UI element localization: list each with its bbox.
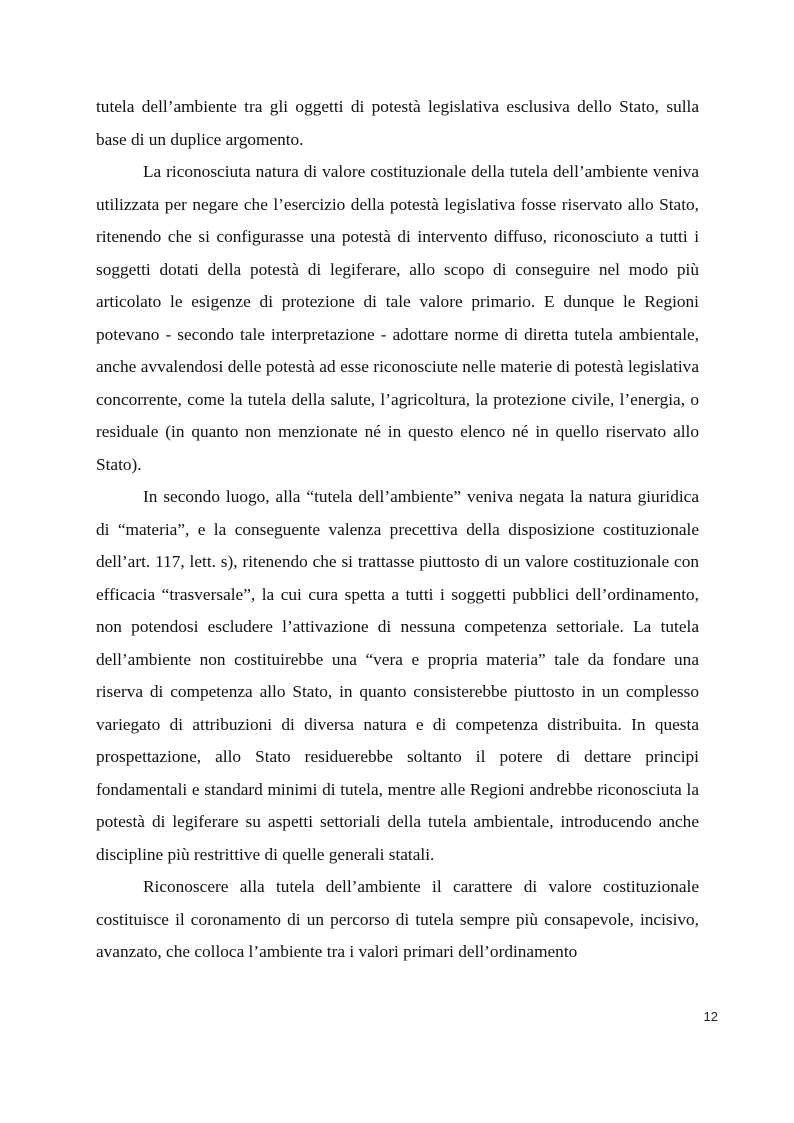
page-number: 12 [703,1009,718,1024]
body-text [96,91,699,969]
paragraph-2: La riconosciuta natura di valore costituzionale della tutela dell’ambiente veniva utilizzata per negare che l’esercizio della potestà legislativa fosse riservato allo Stato, ritenendo che si configurasse una potestà di intervento diffuso, riconosciuto a tutti i soggetti dotati della potestà di legiferare, allo scopo di conseguire nel modo più articolato le esigenze di protezione di tale valore primario. E dunque le Regioni potevano - secondo tale interpretazione - adottare norme di diretta tutela ambientale, anche avvalendosi delle potestà ad esse riconosciute nelle materie di potestà legislativa concorrente, come la tutela della salute, l’agricoltura, la protezione civile, l’energia, o residuale (in quanto non menzionate né in questo elenco né in quello riservato allo Stato). [96,162,699,474]
paragraph-3: In secondo luogo, alla “tutela dell’ambiente” veniva negata la natura giuridica di “materia”, e la conseguente valenza precettiva della disposizione costituzionale dell’art. 117, lett. s), ritenendo che si trattasse piuttosto di un valore costituzionale con efficacia “trasversale”, la cui cura spetta a tutti i soggetti pubblici dell’ordinamento, non potendosi escludere l’attivazione di nessuna competenza settoriale. La tutela dell’ambiente non costituirebbe una “vera e propria materia” tale da fondare una riserva di competenza allo Stato, in quanto consisterebbe piuttosto in un complesso variegato di attribuzioni di diversa natura e di competenza distribuita. In questa prospettazione, allo Stato residuerebbe soltanto il potere di dettare principi fondamentali e standard minimi di tutela, mentre alle Regioni andrebbe riconosciuta la potestà di legiferare su aspetti settoriali della tutela ambientale, introducendo anche discipline più restrittive di quelle generali statali. [96,487,699,864]
paragraph-1: tutela dell’ambiente tra gli oggetti di potestà legislativa esclusiva dello Stato, sulla base di un duplice argomento. [96,97,699,149]
paragraph-4: Riconoscere alla tutela dell’ambiente il carattere di valore costituzionale costituisce il coronamento di un percorso di tutela sempre più consapevole, incisivo, avanzato, che colloca l’ambiente tra i valori primari dell’ordinamento [96,877,699,961]
